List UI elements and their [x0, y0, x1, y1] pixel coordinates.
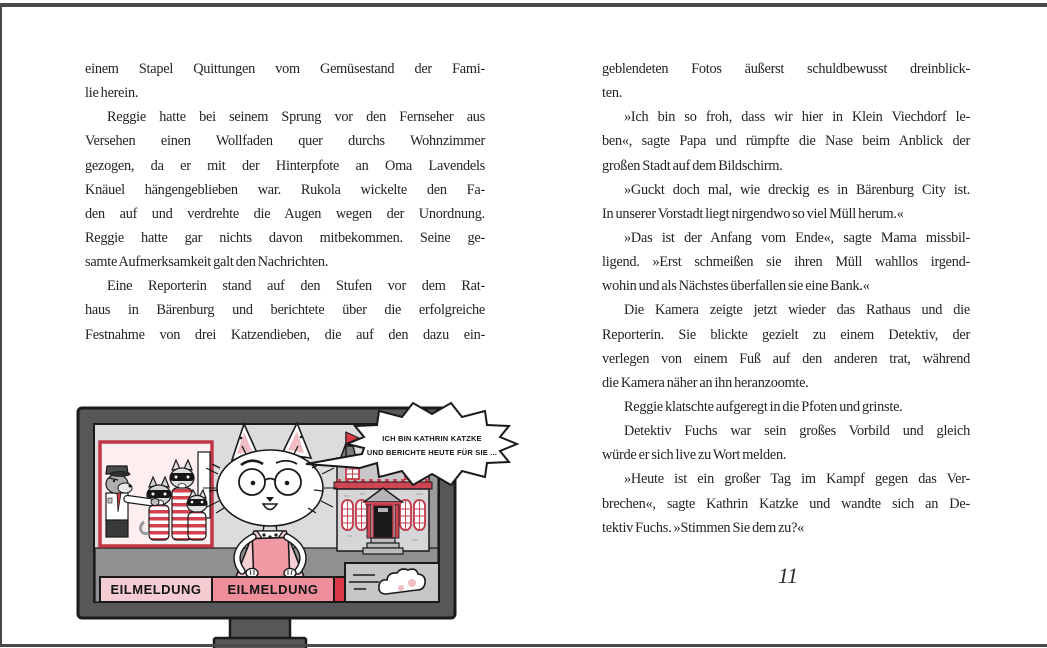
- text-line: Festnahme von drei Katzendieben, die auf den dazu ein-: [85, 326, 485, 343]
- text-line: großen Stadt auf dem Bildschirm.: [602, 157, 783, 174]
- scan-border-left: [0, 3, 2, 646]
- tv-illustration: [60, 398, 520, 648]
- text-line: Eine Reporterin stand auf den Stufen vor dem Rat-: [107, 278, 485, 295]
- text-line: »Heute ist ein großer Tag im Kampf gegen das Ver-: [624, 471, 970, 488]
- text-line: ligend. »Erst schmeißen sie ihren Müll wahllos irgend-: [602, 254, 970, 271]
- red-segment: [334, 577, 345, 602]
- arrest-photo-inset: [100, 442, 212, 546]
- text-line: lie herein.: [85, 85, 139, 102]
- text-line: gezogen, da er mit der Hinterpfote an Oma Lavendels: [85, 157, 485, 174]
- breaking-news-bar: [100, 577, 345, 602]
- text-line: die Kamera näher an ihn heranzoomte.: [602, 374, 809, 391]
- text-line: Knäuel hängengeblieben war. Rukola wickelte den Fa-: [85, 181, 485, 198]
- page-number: 11: [777, 563, 799, 588]
- prisoner-cat-3: [187, 490, 207, 540]
- text-line: ben«, sagte Papa und rümpfte die Nase beim Anblick der: [602, 133, 970, 150]
- text-line: »Das ist der Anfang vom Ende«, sagte Mama missbil-: [624, 229, 970, 246]
- text-line: haus in Bärenburg und berichtete über die erfolgreiche: [85, 302, 485, 319]
- text-line: »Guckt doch mal, wie dreckig es in Bärenburg City ist.: [624, 181, 970, 198]
- text-line: In unserer Vorstadt liegt nirgendwo so viel Müll herum.«: [602, 205, 904, 222]
- text-line: Die Kamera zeigte jetzt wieder das Rathaus und die: [624, 302, 970, 319]
- banner-2-label: EILMELDUNG: [227, 582, 319, 597]
- text-line: wohin und als Nächstes überfallen sie eine Bank.«: [602, 278, 870, 295]
- text-line: den auf und verdrehte die Augen wegen der Unordnung.: [85, 205, 485, 222]
- text-line: würde er sich live zu Wort melden.: [602, 447, 787, 464]
- left-page-text: [85, 57, 485, 347]
- bubble-text-line1: ICH BIN KATHRIN KATZKE: [382, 434, 482, 443]
- scan-border-bottom: [0, 644, 1047, 647]
- text-line: verlegen von einem Fuß auf den anderen trat, während: [602, 350, 970, 367]
- text-line: Detektiv Fuchs war sein großes Vorbild und gleich: [624, 423, 970, 440]
- text-line: tektiv Fuchs. »Stimmen Sie dem zu?«: [602, 519, 805, 536]
- bubble-text-line2: UND BERICHTE HEUTE FÜR SIE ...: [366, 448, 498, 457]
- text-line: »Ich bin so froh, dass wir hier in Klein Viechdorf le-: [624, 109, 970, 126]
- text-line: Reporterin. Sie blickte gezielt zu einem Detektiv, der: [602, 326, 970, 343]
- text-line: Versehen einen Wollfaden quer durchs Wohnzimmer: [85, 133, 485, 150]
- text-line: ten.: [602, 85, 623, 102]
- weather-box: [345, 563, 439, 602]
- text-line: einem Stapel Quittungen vom Gemüsestand der Fami-: [85, 61, 485, 77]
- text-line: Reggie hatte gar nichts davon mitbekommen. Seine ge-: [85, 229, 485, 246]
- right-page-text: [602, 57, 970, 540]
- banner-1-label: EILMELDUNG: [110, 582, 202, 597]
- text-line: Reggie hatte bei seinem Sprung vor den Fernseher aus: [107, 109, 485, 126]
- text-line: Reggie klatschte aufgeregt in die Pfoten und grinste.: [624, 398, 903, 415]
- scan-border-top: [0, 3, 1047, 7]
- text-line: samte Aufmerksamkeit galt den Nachrichten.: [85, 254, 329, 271]
- text-line: geblendeten Fotos äußerst schuldbewusst dreinblick-: [602, 61, 970, 77]
- text-line: brechen«, sagte Kathrin Katzke und wandte sich an De-: [602, 495, 970, 512]
